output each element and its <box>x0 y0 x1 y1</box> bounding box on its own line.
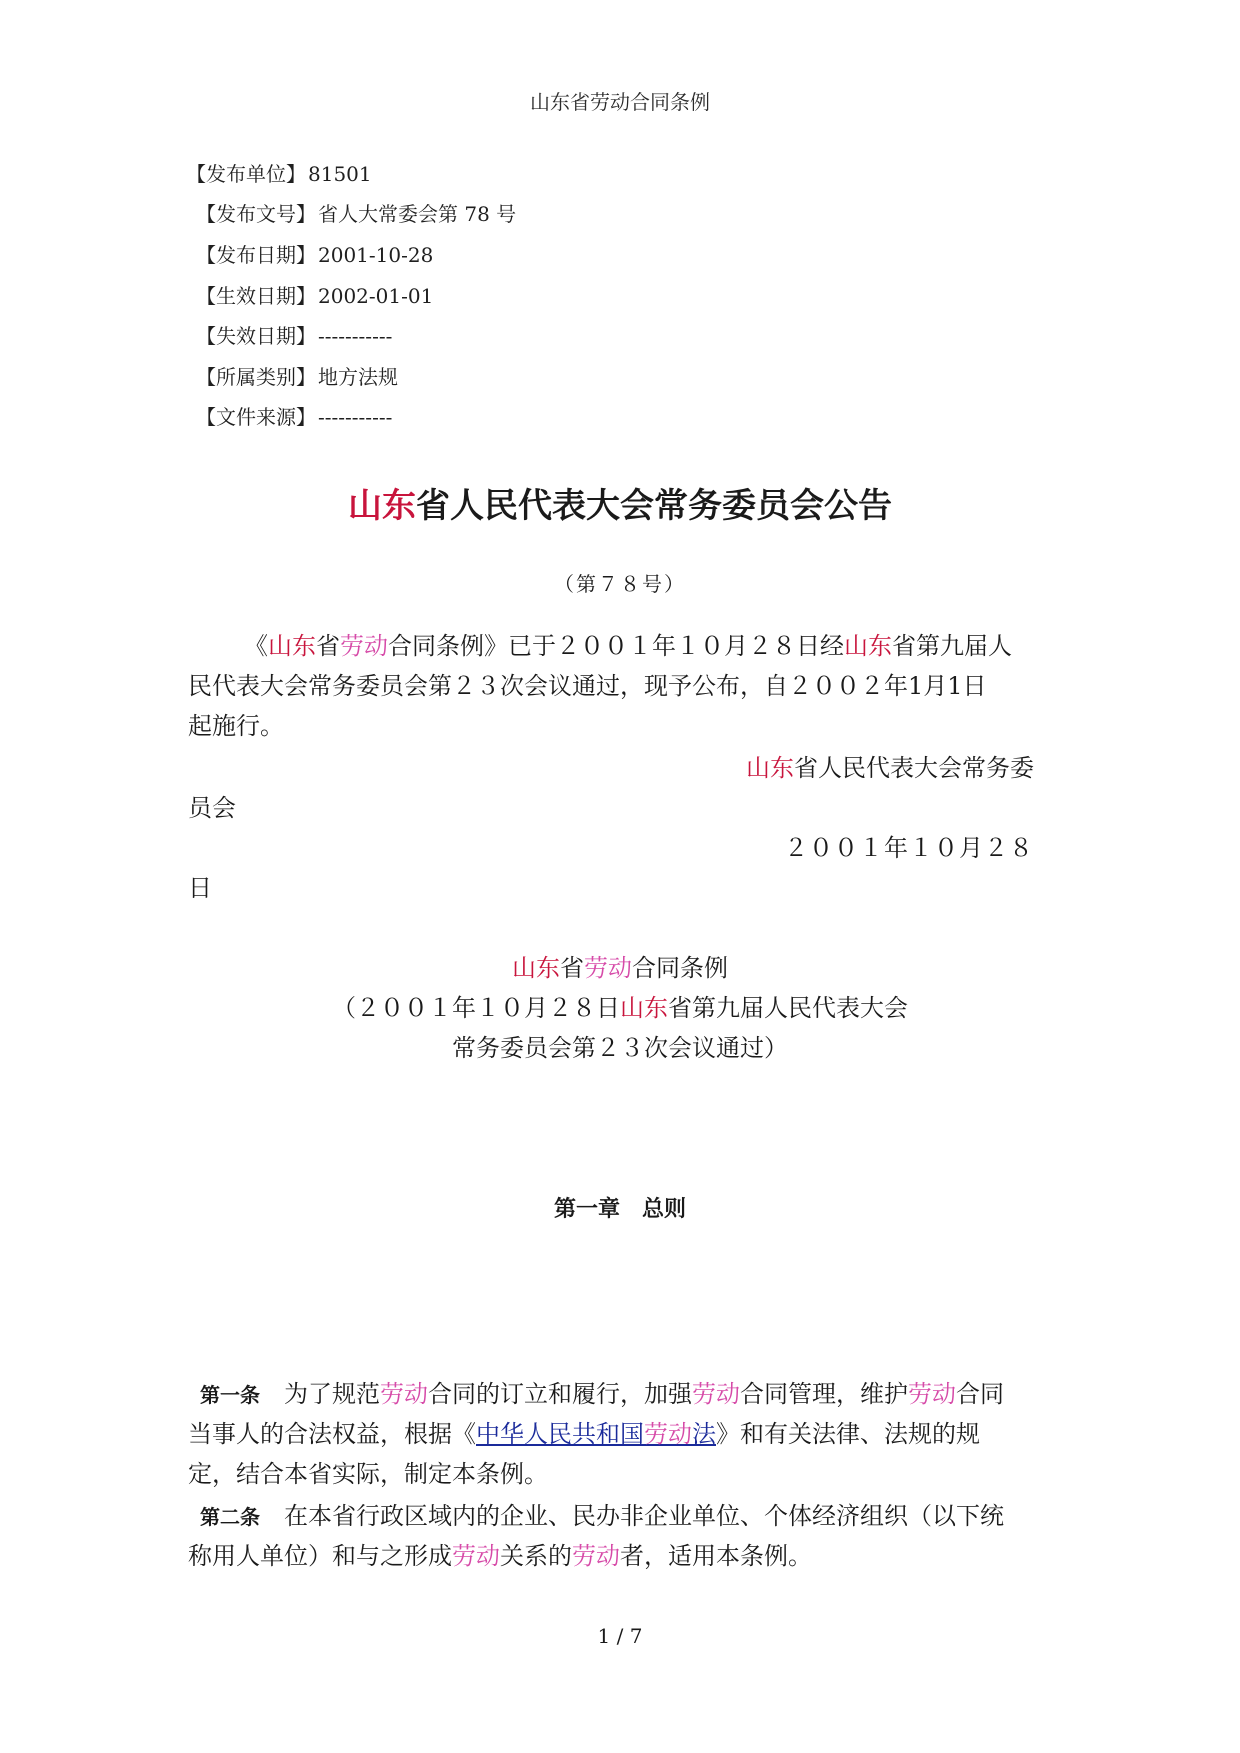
notice-title <box>0 478 1240 527</box>
highlight-term: 劳动 <box>452 1542 500 1570</box>
text-run: （２００１年１０月２８日 <box>332 994 620 1022</box>
text-run: 省第九届人民代表大会 <box>668 994 908 1022</box>
highlight-term: 山东 <box>746 754 794 782</box>
meta-value: ----------- <box>318 324 393 348</box>
text-run: 合同条例 <box>632 954 728 982</box>
meta-value: 2001-10-28 <box>318 243 434 267</box>
text-run: 在本省行政区域内的企业、民办非企业单位、个体经济组织（以下统 <box>260 1502 1004 1530</box>
article-1-line-1 <box>200 1374 1004 1415</box>
text-run: 者，适用本条例。 <box>620 1542 812 1570</box>
notice-number: （第７８号） <box>554 572 686 596</box>
document-header-title: 山东省劳动合同条例 <box>530 90 710 114</box>
text-run: 省第九届人 <box>892 632 1012 660</box>
meta-value: ----------- <box>318 405 393 429</box>
text-run: 为了规范 <box>260 1380 380 1408</box>
text-run: 合同管理，维护 <box>740 1380 908 1408</box>
text-run: 合同条例》已于２００１年１０月２８日经 <box>388 632 844 660</box>
notice-title-highlight: 山东 <box>348 486 416 526</box>
article-label: 第一条 <box>200 1383 260 1407</box>
meta-row-effective-date <box>196 280 433 309</box>
meta-row-publish-date <box>196 239 433 268</box>
text-run: 《 <box>244 632 268 660</box>
meta-row-source <box>196 401 392 430</box>
link-text: 法 <box>692 1420 716 1448</box>
meta-value: 81501 <box>308 162 372 186</box>
text-run: 省人民代表大会常务委 <box>794 754 1034 782</box>
meta-label: 【失效日期】 <box>196 324 316 348</box>
article-2-line-1 <box>200 1496 1004 1537</box>
text-run: 合同的订立和履行，加强 <box>428 1380 692 1408</box>
notice-title-text: 省人民代表大会常务委员会公告 <box>416 486 892 526</box>
text-run: 省 <box>316 632 340 660</box>
meta-value: 省人大常委会第 78 号 <box>318 202 517 226</box>
text-run: 当事人的合法权益，根据《 <box>188 1420 476 1448</box>
meta-value: 2002-01-01 <box>318 284 434 308</box>
highlight-term: 山东 <box>512 954 560 982</box>
link-text: 中华人民共和国 <box>476 1420 644 1448</box>
meta-label: 【发布单位】 <box>186 162 306 186</box>
highlight-term: 劳动 <box>692 1380 740 1408</box>
meta-label: 【所属类别】 <box>196 365 316 389</box>
notice-paragraph-line-2: 民代表大会常务委员会第２３次会议通过，现予公布，自２００２年1月1日 <box>188 672 987 700</box>
highlight-term: 山东 <box>844 632 892 660</box>
highlight-term: 山东 <box>268 632 316 660</box>
text-run: 关系的 <box>500 1542 572 1570</box>
meta-value: 地方法规 <box>318 365 398 389</box>
page-number: 1 / 7 <box>597 1624 643 1648</box>
highlight-term: 劳动 <box>340 632 388 660</box>
highlight-term: 劳动 <box>380 1380 428 1408</box>
notice-signature <box>746 748 1034 788</box>
notice-paragraph-line-1 <box>244 626 1012 666</box>
law-reference-link[interactable] <box>476 1420 716 1448</box>
meta-row-publisher <box>186 158 372 187</box>
article-1-line-2 <box>188 1414 980 1454</box>
article-2-line-2 <box>188 1536 812 1576</box>
regulation-title <box>0 948 1240 988</box>
highlight-term: 劳动 <box>644 1420 692 1448</box>
meta-label: 【文件来源】 <box>196 405 316 429</box>
chapter-heading: 第一章 总则 <box>553 1197 686 1222</box>
meta-label: 【发布日期】 <box>196 243 316 267</box>
text-run: 省 <box>560 954 584 982</box>
text-run: 称用人单位）和与之形成 <box>188 1542 452 1570</box>
text-run: 合同 <box>956 1380 1004 1408</box>
notice-signature-continued: 员会 <box>188 794 236 822</box>
highlight-term: 劳动 <box>572 1542 620 1570</box>
meta-label: 【发布文号】 <box>196 202 316 226</box>
highlight-term: 山东 <box>620 994 668 1022</box>
notice-paragraph-line-3: 起施行。 <box>188 712 284 740</box>
highlight-term: 劳动 <box>908 1380 956 1408</box>
meta-row-category <box>196 361 398 390</box>
regulation-subtitle-line-2: 常务委员会第２３次会议通过） <box>452 1034 788 1062</box>
notice-date: ２００１年１０月２８ <box>784 834 1034 862</box>
highlight-term: 劳动 <box>584 954 632 982</box>
meta-label: 【生效日期】 <box>196 284 316 308</box>
regulation-subtitle-line-1 <box>0 988 1240 1028</box>
meta-row-expiry-date <box>196 320 392 349</box>
article-1-line-3: 定，结合本省实际，制定本条例。 <box>188 1460 548 1488</box>
notice-date-continued: 日 <box>188 874 212 902</box>
text-run: 》和有关法律、法规的规 <box>716 1420 980 1448</box>
meta-row-doc-number <box>196 198 516 227</box>
article-label: 第二条 <box>200 1505 260 1529</box>
